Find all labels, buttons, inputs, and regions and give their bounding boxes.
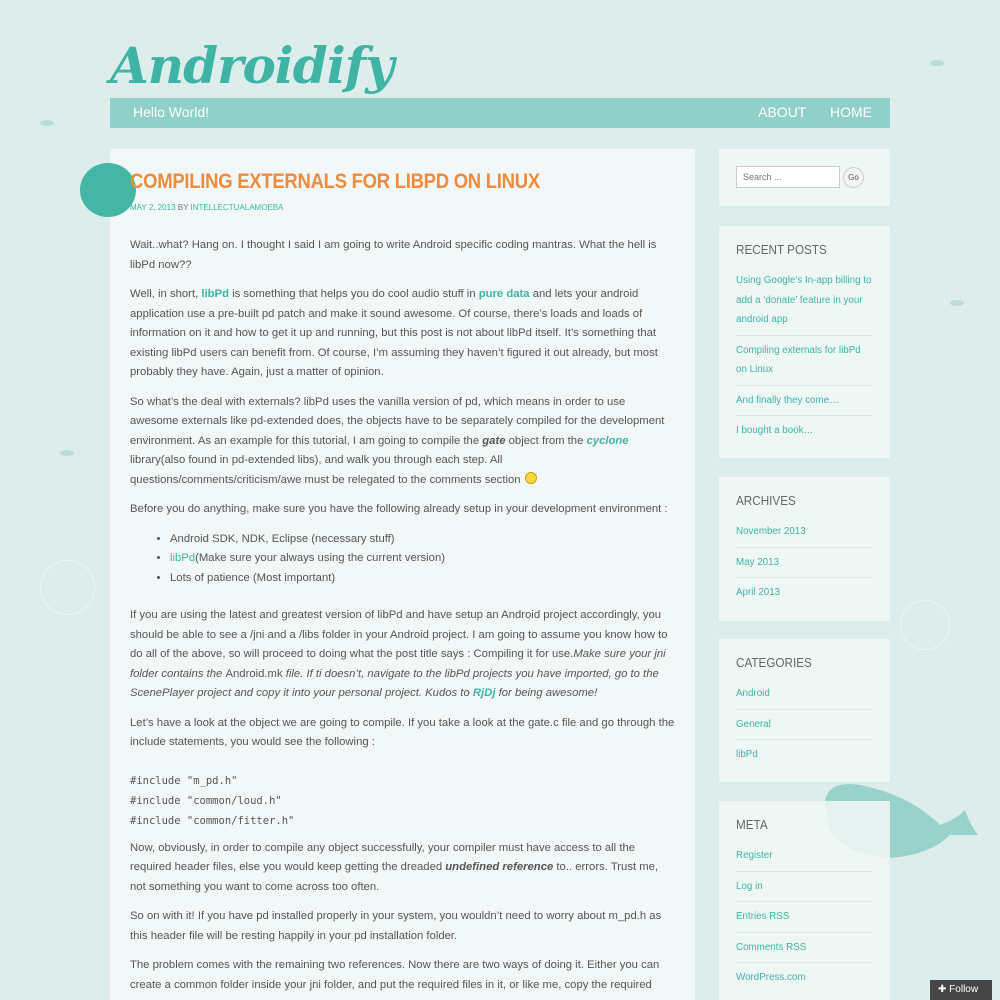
meta-link[interactable]: Register bbox=[736, 846, 873, 872]
paragraph: The problem comes with the remaining two references. Now there are two ways of doing it. Either you can create a common folder inside your jni folder, and put the required files in it, or like me, copy the required bbox=[130, 959, 660, 991]
category-link[interactable]: General bbox=[736, 715, 873, 741]
follow-label: Follow bbox=[949, 984, 979, 995]
post-meta bbox=[130, 203, 283, 212]
search-input[interactable] bbox=[736, 166, 840, 188]
categories-widget bbox=[719, 639, 890, 782]
meta-link[interactable]: WordPress.com bbox=[736, 972, 806, 983]
meta-link[interactable]: Comments RSS bbox=[736, 938, 873, 964]
widget-title: CATEGORIES bbox=[736, 655, 812, 670]
paragraph: So on with it! If you have pd installed properly in your system, you wouldn’t need to worry about m_pd.h as this header file will be resting happily in your pd installation folder. bbox=[130, 910, 662, 942]
nav-item-about[interactable]: ABOUT bbox=[758, 104, 807, 120]
archive-link[interactable]: April 2013 bbox=[736, 587, 781, 598]
nav-item-home[interactable]: HOME bbox=[830, 104, 872, 120]
post-by-label: BY bbox=[177, 203, 189, 212]
plus-icon: ✚ bbox=[938, 984, 947, 995]
paragraph: Wait..what? Hang on. I thought I said I am going to write Android specific coding mantras. What the hell is libPd now?? bbox=[130, 239, 657, 271]
paragraph: So what’s the deal with externals? libPd uses the vanilla version of pd, which means in order to use awesome externals like pd-extended does, the objects have to be separately compiled for the development environment. As an example for this tutorial, I am going to compile the gate object from the cyclone library(also found in pd-extended libs), and walk you through each step. All questions/comments/criticism/awe must be relegated to the comments section bbox=[130, 395, 665, 486]
category-link[interactable]: Android bbox=[736, 684, 873, 710]
search-go-button[interactable]: Go bbox=[843, 167, 864, 188]
fish-decoration bbox=[40, 120, 54, 126]
post-date[interactable]: MAY 2, 2013 bbox=[130, 203, 176, 212]
paragraph: Let’s have a look at the object we are going to compile. If you take a look at the gate.c file and go through the include statements, you would see the following : bbox=[130, 716, 675, 748]
meta-link[interactable]: Log in bbox=[736, 877, 873, 903]
post-body bbox=[130, 236, 675, 1000]
libpd-link[interactable]: libPd bbox=[201, 288, 229, 300]
site-title[interactable]: Androidify bbox=[110, 36, 394, 95]
requirements-list bbox=[170, 530, 675, 589]
meta-widget bbox=[719, 801, 890, 1000]
paragraph: Before you do anything, make sure you have the following already setup in your development environment : bbox=[130, 503, 668, 515]
bubble-decoration bbox=[900, 600, 950, 650]
widget-title: META bbox=[736, 817, 768, 832]
code-block: #include "m_pd.h" #include "common/loud.h" #include "common/fitter.h" bbox=[130, 774, 295, 827]
smiley-icon bbox=[525, 472, 537, 484]
site-tagline: Hello World! bbox=[133, 104, 209, 120]
paragraph: If you are using the latest and greatest version of libPd and have setup an Android project accordingly, you should be able to see a /jni and a /libs folder in your Android project. I am going to assume you know how to do all of the above, so will proceed to doing what the post title says : Compiling it for use.Make sure your jni folder contains the Android.mk file. If ti doesn’t, navigate to the libPd projects you have imported, go to the ScenePlayer project and copy it into your personal project. Kudos to RjDj for being awesome! bbox=[130, 609, 668, 699]
list-item: • Android SDK, NDK, Eclipse (necessary stuff) bbox=[170, 530, 675, 550]
post-title[interactable]: COMPILING EXTERNALS FOR LIBPD ON LINUX bbox=[130, 170, 540, 193]
widget-title: ARCHIVES bbox=[736, 493, 796, 508]
archive-link[interactable]: May 2013 bbox=[736, 553, 873, 579]
recent-post-link[interactable]: Compiling externals for libPd on Linux bbox=[736, 341, 873, 386]
rjdj-link[interactable]: RjDj bbox=[472, 687, 496, 699]
archives-widget bbox=[719, 477, 890, 621]
bubble-decoration bbox=[40, 560, 95, 615]
recent-post-link[interactable]: And finally they come… bbox=[736, 391, 873, 417]
category-link[interactable]: libPd bbox=[736, 749, 758, 760]
fish-decoration bbox=[930, 60, 944, 66]
widget-title: RECENT POSTS bbox=[736, 242, 827, 257]
recent-post-link[interactable]: Using Google’s In-app billing to add a ‘donate’ feature in your android app bbox=[736, 271, 873, 336]
recent-post-link[interactable]: I bought a book… bbox=[736, 425, 814, 436]
archive-link[interactable]: November 2013 bbox=[736, 522, 873, 548]
nav-menu bbox=[738, 104, 872, 120]
recent-posts-widget bbox=[719, 226, 890, 458]
meta-link[interactable]: Entries RSS bbox=[736, 907, 873, 933]
fish-decoration bbox=[950, 300, 964, 306]
pure-data-link[interactable]: pure data bbox=[478, 288, 530, 300]
cyclone-link[interactable]: cyclone bbox=[586, 434, 629, 447]
libpd-link[interactable]: libPd bbox=[170, 552, 196, 564]
paragraph: Well, in short, libPd is something that helps you do cool audio stuff in pure data and lets your android application use a pre-built pd patch and make it sound awesome. Of course, there’s loads and loads of information on it and how to get it up and running, but this post is not about libPd itself. It’s something that existing libPd users can benefit from. Of course, I’m assuming they haven’t figured it out already, but most probably they have. Again, just a matter of opinion. bbox=[130, 288, 658, 378]
paragraph: Now, obviously, in order to compile any object successfully, your compiler must have access to all the required header files, else you would keep getting the dreaded undefined reference to.. errors. Trust me, not something you want to come across too often. bbox=[130, 841, 659, 893]
main-navigation bbox=[110, 98, 890, 128]
post-author[interactable]: INTELLECTUALAMOEBA bbox=[190, 203, 284, 212]
post-format-badge bbox=[80, 163, 136, 217]
follow-button[interactable] bbox=[930, 980, 992, 1000]
list-item: • libPd(Make sure your always using the current version) bbox=[170, 549, 675, 569]
fish-decoration bbox=[60, 450, 74, 456]
list-item: • Lots of patience (Most important) bbox=[170, 569, 675, 589]
